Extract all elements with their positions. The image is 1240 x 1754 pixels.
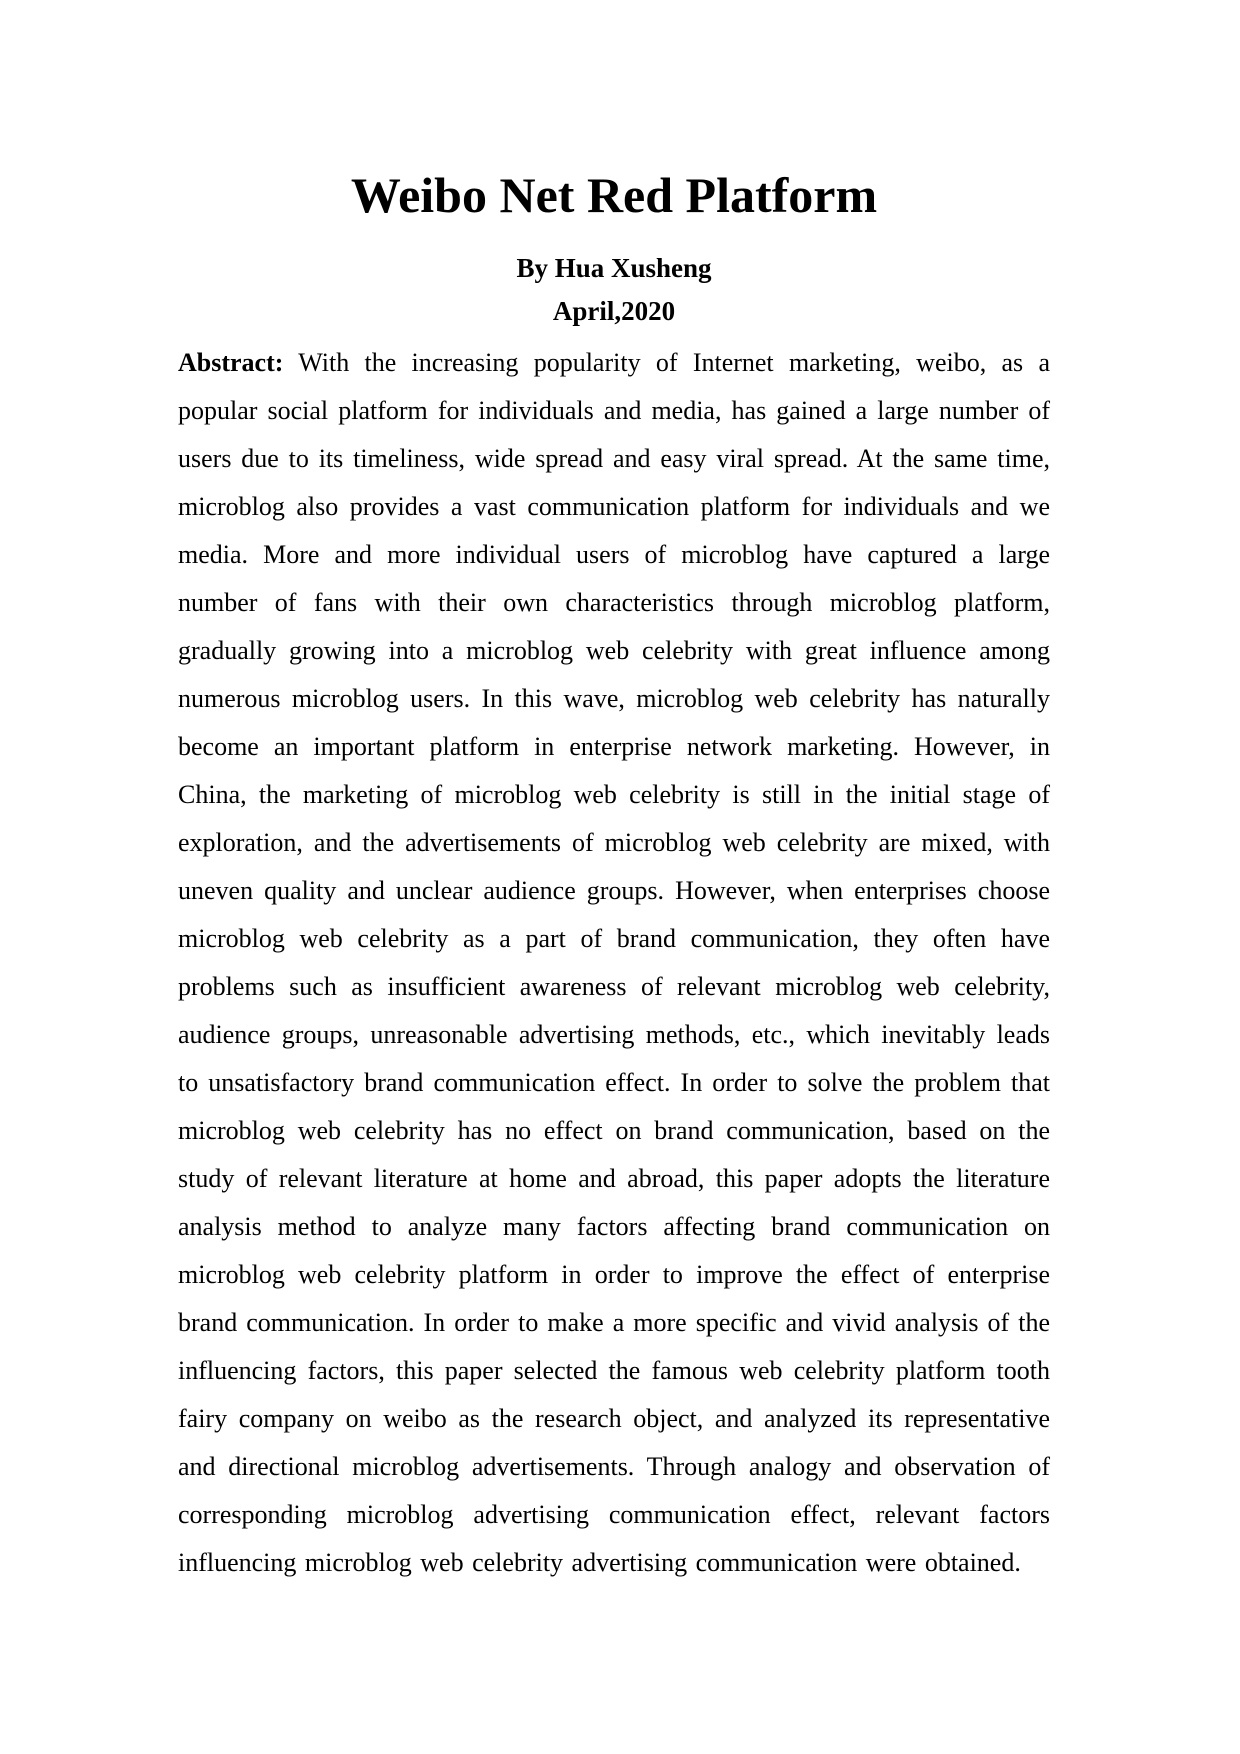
paper-author: By Hua Xusheng: [516, 253, 712, 283]
abstract-paragraph: [178, 339, 1050, 1587]
abstract-label: Abstract:: [178, 348, 284, 377]
abstract-text: With the increasing popularity of Internet marketing, weibo, as a popular social platform for individuals and media, has gained a large number of users due to its timeliness, wide spread and easy viral spread. At the same time, microblog also provides a vast communication platform for individuals and we media. More and more individual users of microblog have captured a large number of fans with their own characteristics through microblog platform, gradually growing into a microblog web celebrity with great influence among numerous microblog users. In this wave, microblog web celebrity has naturally become an important platform in enterprise network marketing. However, in China, the marketing of microblog web celebrity is still in the initial stage of exploration, and the advertisements of microblog web celebrity are mixed, with uneven quality and unclear audience groups. However, when enterprises choose microblog web celebrity as a part of brand communication, they often have problems such as insufficient awareness of relevant microblog web celebrity, audience groups, unreasonable advertising methods, etc., which inevitably leads to unsatisfactory brand communication effect. In order to solve the problem that microblog web celebrity has no effect on brand communication, based on the study of relevant literature at home and abroad, this paper adopts the literature analysis method to analyze many factors affecting brand communication on microblog web celebrity platform in order to improve the effect of enterprise brand communication. In order to make a more specific and vivid analysis of the influencing factors, this paper selected the famous web celebrity platform tooth fairy company on weibo as the research object, and analyzed its representative and directional microblog advertisements. Through analogy and observation of corresponding microblog advertising communication effect, relevant factors influencing microblog web celebrity advertising communication were obtained.: [178, 348, 1050, 1577]
paper-title: Weibo Net Red Platform: [350, 167, 878, 223]
paper-date: April,2020: [552, 296, 676, 326]
